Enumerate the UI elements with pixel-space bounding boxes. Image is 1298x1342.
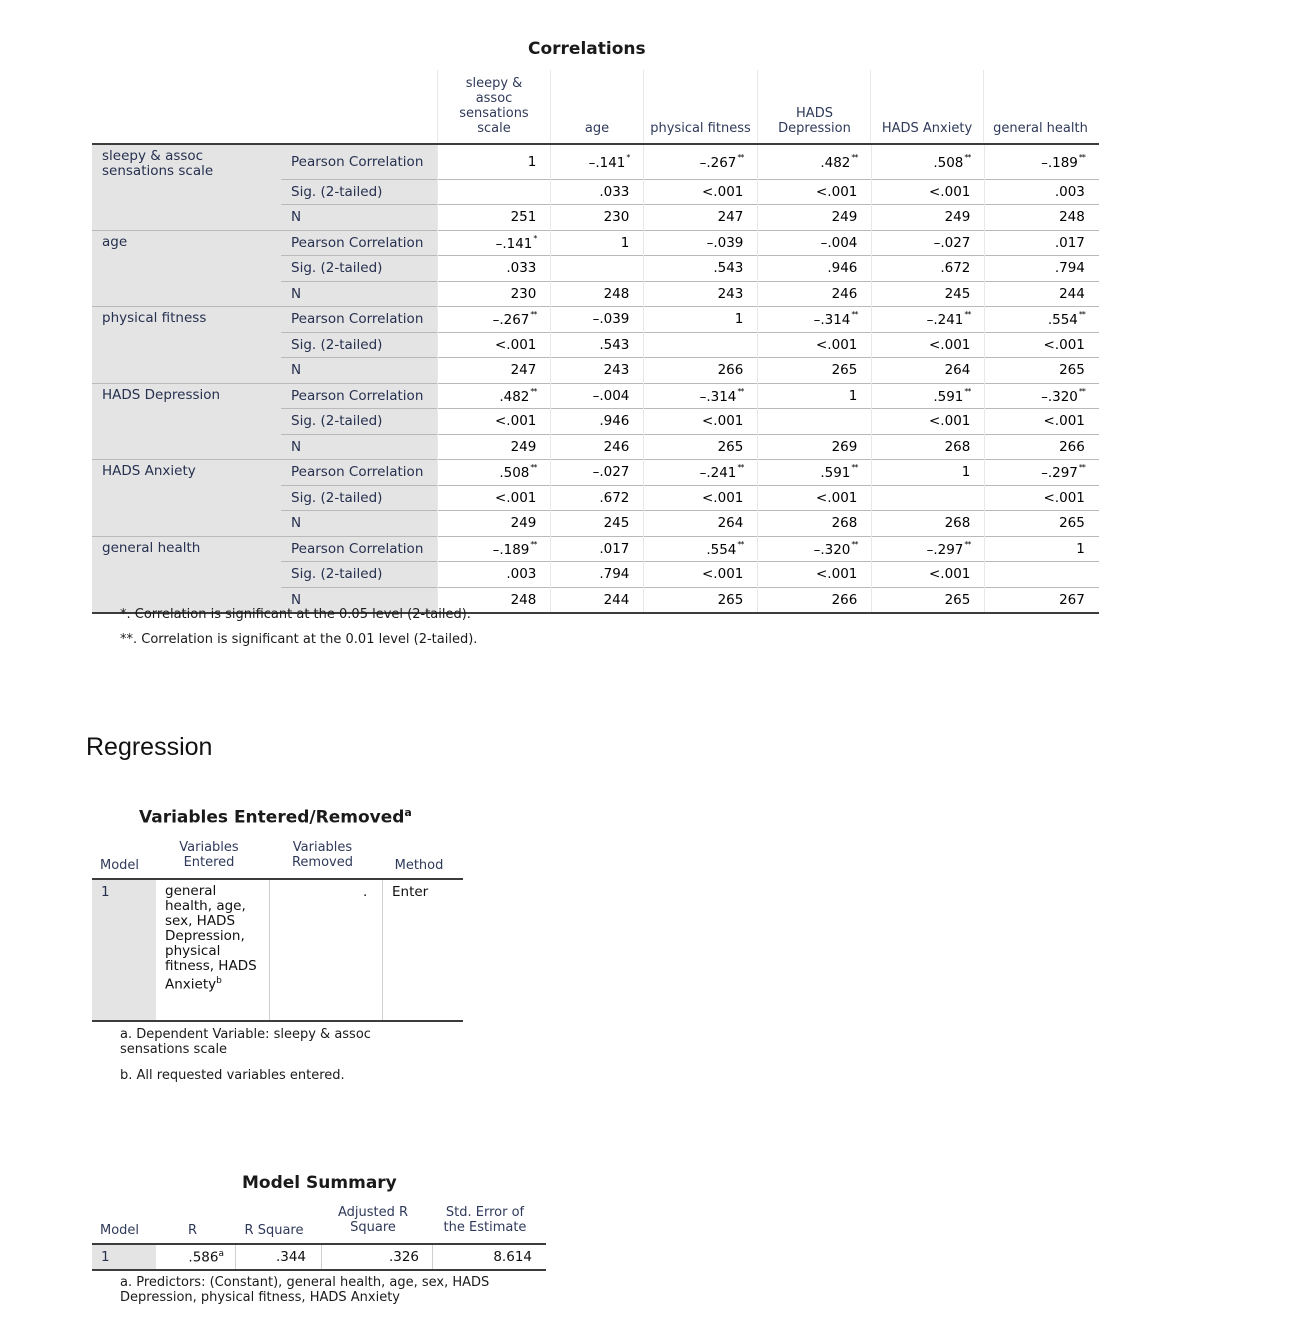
statistic-label: Pearson Correlation — [281, 383, 438, 409]
table-row — [92, 144, 1099, 179]
table-row — [92, 205, 1099, 231]
table-row — [92, 409, 1099, 435]
row-variable-label — [92, 332, 281, 358]
row-variable-label: physical fitness — [92, 307, 281, 333]
ms-header-adj-r-square: Adjusted R Square — [337, 1205, 409, 1235]
table-cell: 268 — [872, 434, 985, 460]
table-cell: –.267** — [438, 307, 551, 333]
correlations-footnote-1: *. Correlation is significant at the 0.05 level (2-tailed). — [120, 607, 471, 622]
table-cell: 243 — [644, 281, 758, 307]
ver-entered-value: general health, age, sex, HADS Depression, physical fitness, HADS Anxiety$^b$ — [165, 883, 257, 993]
table-cell: <.001 — [758, 485, 872, 511]
table-cell: 244 — [551, 587, 644, 613]
table-cell: 264 — [644, 511, 758, 537]
table-cell: 264 — [872, 358, 985, 384]
column-header: physical fitness — [643, 70, 757, 142]
ms-footnote-a: a. Predictors: (Constant), general health, age, sex, HADS Depression, physical fitness, HADS Anxiety — [120, 1275, 490, 1305]
table-cell: <.001 — [438, 409, 551, 435]
table-cell: .591** — [758, 460, 872, 486]
table-cell: <.001 — [644, 179, 758, 205]
table-cell: 248 — [551, 281, 644, 307]
table-cell: 248 — [985, 205, 1099, 231]
table-cell: –.314** — [758, 307, 872, 333]
column-header: HADS Anxiety — [870, 70, 983, 142]
table-cell: 1 — [551, 230, 644, 256]
table-cell: 251 — [438, 205, 551, 231]
statistic-label: Sig. (2-tailed) — [281, 179, 438, 205]
table-cell: .017 — [551, 536, 644, 562]
table-cell: –.039 — [551, 307, 644, 333]
table-cell: 230 — [551, 205, 644, 231]
ver-model-cell — [92, 880, 156, 1020]
row-variable-label — [92, 409, 281, 435]
table-row — [92, 179, 1099, 205]
table-cell — [872, 485, 985, 511]
table-cell: <.001 — [872, 332, 985, 358]
table-cell: 245 — [551, 511, 644, 537]
statistic-label: Sig. (2-tailed) — [281, 256, 438, 282]
row-variable-label — [92, 485, 281, 511]
ver-header-model: Model — [100, 858, 140, 873]
table-cell: 249 — [758, 205, 872, 231]
table-cell: 265 — [644, 434, 758, 460]
statistic-label: Sig. (2-tailed) — [281, 485, 438, 511]
table-row — [92, 511, 1099, 537]
table-cell: –.189** — [438, 536, 551, 562]
table-cell: 269 — [758, 434, 872, 460]
table-cell: 249 — [872, 205, 985, 231]
ver-model-value: 1 — [101, 884, 110, 900]
table-cell: 1 — [872, 460, 985, 486]
table-cell: <.001 — [644, 409, 758, 435]
table-cell: –.314** — [644, 383, 758, 409]
ms-divider-3 — [432, 1245, 433, 1269]
table-cell: 266 — [985, 434, 1099, 460]
table-cell — [758, 409, 872, 435]
table-cell: <.001 — [438, 485, 551, 511]
table-cell: 1 — [438, 144, 551, 179]
ms-r-square-value: .344 — [275, 1249, 306, 1265]
table-cell: <.001 — [985, 485, 1099, 511]
table-cell: .794 — [551, 562, 644, 588]
table-cell: .794 — [985, 256, 1099, 282]
table-cell: 230 — [438, 281, 551, 307]
variables-entered-title: Variables Entered/Removed$^a$ — [139, 806, 412, 828]
table-cell: –.297** — [872, 536, 985, 562]
statistic-label: Pearson Correlation — [281, 144, 438, 179]
ms-header-r-square: R Square — [244, 1223, 304, 1238]
ms-bottom-rule — [92, 1269, 546, 1271]
statistic-label: Pearson Correlation — [281, 536, 438, 562]
table-cell: <.001 — [758, 179, 872, 205]
table-cell: .591** — [872, 383, 985, 409]
ms-adj-r-square-value: .326 — [388, 1249, 419, 1265]
table-cell: .672 — [551, 485, 644, 511]
ms-model-value: 1 — [101, 1249, 110, 1265]
table-cell: –.141* — [551, 144, 644, 179]
table-cell: .508** — [872, 144, 985, 179]
table-cell: 247 — [644, 205, 758, 231]
table-cell: –.027 — [551, 460, 644, 486]
table-row — [92, 485, 1099, 511]
row-variable-label — [92, 562, 281, 588]
row-variable-label: HADS Depression — [92, 383, 281, 409]
table-cell: .543 — [551, 332, 644, 358]
row-variable-label — [92, 205, 281, 231]
ver-divider-2 — [382, 880, 383, 1020]
ver-footnote-a: a. Dependent Variable: sleepy & assoc sensations scale — [120, 1027, 371, 1057]
table-row — [92, 281, 1099, 307]
column-header: general health — [983, 70, 1097, 142]
model-summary-title: Model Summary — [242, 1173, 397, 1193]
row-variable-label — [92, 434, 281, 460]
table-cell: .017 — [985, 230, 1099, 256]
table-cell: 248 — [438, 587, 551, 613]
table-cell: 268 — [872, 511, 985, 537]
ver-header-method: Method — [394, 858, 444, 873]
table-cell: –.241** — [644, 460, 758, 486]
ver-bottom-rule — [92, 1020, 463, 1022]
table-row — [92, 358, 1099, 384]
ms-divider-2 — [321, 1245, 322, 1269]
table-cell: <.001 — [644, 562, 758, 588]
correlations-table — [92, 143, 1099, 614]
table-cell: .003 — [985, 179, 1099, 205]
ver-header-removed: Variables Removed — [291, 840, 353, 870]
table-cell: 244 — [985, 281, 1099, 307]
table-cell: <.001 — [872, 562, 985, 588]
table-cell: 265 — [872, 587, 985, 613]
table-cell: 265 — [758, 358, 872, 384]
ms-std-error-value: 8.614 — [493, 1249, 532, 1265]
row-variable-label — [92, 256, 281, 282]
table-cell: 267 — [985, 587, 1099, 613]
row-variable-label: general health — [92, 536, 281, 562]
column-header: sleepy & assoc sensations scale — [437, 70, 550, 142]
row-variable-label: HADS Anxiety — [92, 460, 281, 486]
table-row — [92, 460, 1099, 486]
table-cell: <.001 — [872, 409, 985, 435]
column-header: age — [550, 70, 643, 142]
table-cell: <.001 — [758, 332, 872, 358]
table-cell: .543 — [644, 256, 758, 282]
table-cell: .554** — [985, 307, 1099, 333]
ver-divider-1 — [269, 880, 270, 1020]
table-cell: .946 — [551, 409, 644, 435]
ver-footnote-b: b. All requested variables entered. — [120, 1068, 345, 1083]
table-cell: <.001 — [644, 485, 758, 511]
table-row — [92, 230, 1099, 256]
correlations-footnote-2: **. Correlation is significant at the 0.01 level (2-tailed). — [120, 632, 478, 647]
statistic-label: Sig. (2-tailed) — [281, 409, 438, 435]
statistic-label: Pearson Correlation — [281, 307, 438, 333]
row-variable-label — [92, 511, 281, 537]
row-variable-label — [92, 358, 281, 384]
table-row — [92, 434, 1099, 460]
table-cell: –.297** — [985, 460, 1099, 486]
table-cell: 266 — [644, 358, 758, 384]
statistic-label: Sig. (2-tailed) — [281, 562, 438, 588]
table-cell: .482** — [438, 383, 551, 409]
table-cell: 249 — [438, 511, 551, 537]
table-row — [92, 256, 1099, 282]
ms-r-value: .586$^a$ — [188, 1249, 224, 1266]
table-cell: <.001 — [438, 332, 551, 358]
table-cell: <.001 — [758, 562, 872, 588]
table-cell: 247 — [438, 358, 551, 384]
table-cell: –.141* — [438, 230, 551, 256]
statistic-label: N — [281, 281, 438, 307]
statistic-label: N — [281, 511, 438, 537]
ver-header-entered: Variables Entered — [179, 840, 239, 870]
table-cell: .672 — [872, 256, 985, 282]
table-cell: .033 — [438, 256, 551, 282]
table-cell: .033 — [551, 179, 644, 205]
table-cell: .482** — [758, 144, 872, 179]
column-header: HADS Depression — [757, 70, 871, 142]
table-row — [92, 307, 1099, 333]
table-cell: 1 — [758, 383, 872, 409]
statistic-label: N — [281, 434, 438, 460]
table-cell: 266 — [758, 587, 872, 613]
ms-top-rule — [92, 1243, 546, 1245]
ver-removed-value: . — [363, 884, 368, 900]
table-cell: .554** — [644, 536, 758, 562]
ver-method-value: Enter — [392, 884, 429, 900]
table-cell: .003 — [438, 562, 551, 588]
table-cell: –.039 — [644, 230, 758, 256]
table-cell — [644, 332, 758, 358]
table-cell — [551, 256, 644, 282]
table-cell — [985, 562, 1099, 588]
table-cell: 249 — [438, 434, 551, 460]
regression-heading: Regression — [86, 733, 213, 761]
ms-header-r: R — [187, 1223, 198, 1238]
table-cell: –.004 — [551, 383, 644, 409]
table-cell: 245 — [872, 281, 985, 307]
table-cell: 243 — [551, 358, 644, 384]
table-row — [92, 536, 1099, 562]
statistic-label: N — [281, 587, 438, 613]
table-cell: 265 — [985, 511, 1099, 537]
table-cell: –.241** — [872, 307, 985, 333]
table-cell: 246 — [758, 281, 872, 307]
table-cell: –.320** — [758, 536, 872, 562]
table-cell: .946 — [758, 256, 872, 282]
row-variable-label: age — [92, 230, 281, 256]
table-cell: 265 — [644, 587, 758, 613]
row-variable-label — [92, 281, 281, 307]
table-row — [92, 383, 1099, 409]
table-cell: –.320** — [985, 383, 1099, 409]
table-cell: <.001 — [985, 332, 1099, 358]
ms-header-model: Model — [100, 1223, 140, 1238]
table-cell: .508** — [438, 460, 551, 486]
table-row — [92, 562, 1099, 588]
table-cell: –.004 — [758, 230, 872, 256]
table-cell: 246 — [551, 434, 644, 460]
statistic-label: Sig. (2-tailed) — [281, 332, 438, 358]
statistic-label: N — [281, 358, 438, 384]
statistic-label: Pearson Correlation — [281, 230, 438, 256]
table-cell: <.001 — [872, 179, 985, 205]
table-cell: –.267** — [644, 144, 758, 179]
table-cell: –.189** — [985, 144, 1099, 179]
table-cell: <.001 — [985, 409, 1099, 435]
table-cell: 1 — [644, 307, 758, 333]
row-variable-label — [92, 179, 281, 205]
table-cell — [438, 179, 551, 205]
table-cell: 1 — [985, 536, 1099, 562]
statistic-label: Pearson Correlation — [281, 460, 438, 486]
table-cell: 265 — [985, 358, 1099, 384]
table-row — [92, 332, 1099, 358]
table-cell: –.027 — [872, 230, 985, 256]
table-cell: 268 — [758, 511, 872, 537]
statistic-label: N — [281, 205, 438, 231]
row-variable-label: sleepy & assoc sensations scale — [92, 144, 281, 179]
ms-header-std-error: Std. Error of the Estimate — [443, 1205, 527, 1235]
correlations-title: Correlations — [528, 39, 646, 59]
